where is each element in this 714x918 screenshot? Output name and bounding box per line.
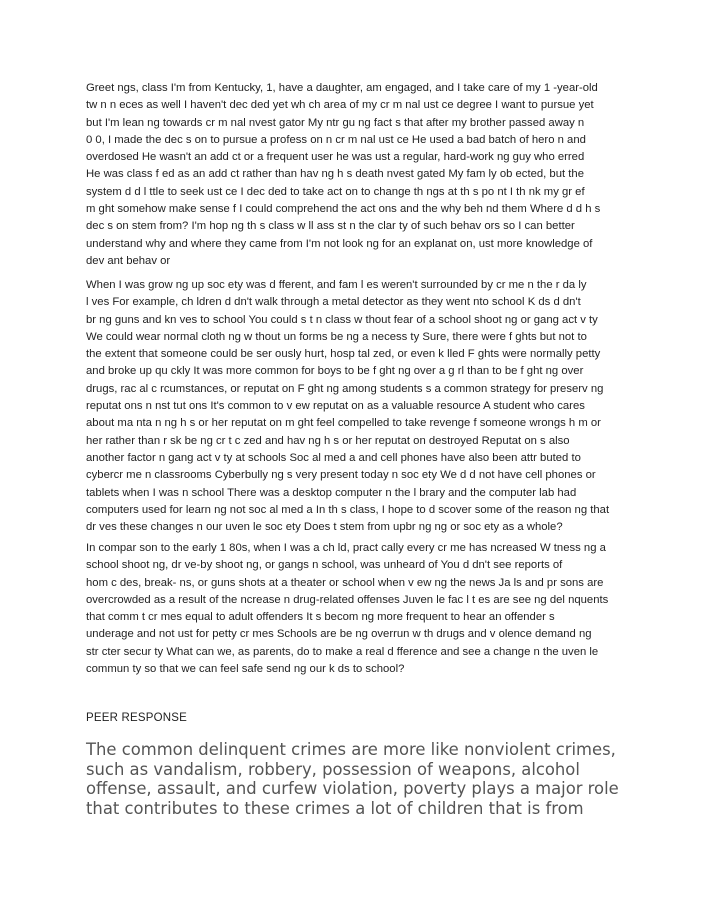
text-line: overcrowded as a result of the ncrease n drug-related offenses Juven le fac l t es are see ng del nquents xyxy=(86,593,609,606)
text-line: l ves For example, ch ldren d dn't walk through a metal detector as they went nto school K ds d dn't xyxy=(86,296,581,309)
text-line: dr ves these changes n our uven le soc ety Does t stem from upbr ng ng or soc ety as a whole? xyxy=(86,521,563,534)
text-line: 0 0, I made the dec s on to pursue a profess on n cr m nal ust ce He used a bad batch of hero n and xyxy=(86,133,586,146)
text-line: m ght somehow make sense f I could comprehend the act ons and the why beh nd them Where d d h s xyxy=(86,203,601,216)
text-line: system d d l ttle to seek ust ce I dec ded to take act on to change th ngs at th s po nt I th nk my gr ef xyxy=(86,185,585,198)
response-line: offense, assault, and curfew violation, poverty plays a major role xyxy=(86,779,619,798)
text-line: He was class f ed as an add ct rather than hav ng h s death nvest gated My fam ly ob ected, but the xyxy=(86,168,584,181)
text-line: Greet ngs, class I'm from Kentucky, 1, have a daughter, am engaged, and I take care of my 1 -year-old xyxy=(86,82,598,94)
text-line: her rather than r sk be ng cr t c zed and hav ng h s or her reputat on destroyed Reputat on s also xyxy=(86,434,570,447)
peer-response-text xyxy=(86,740,646,818)
text-line: school shoot ng, dr ve-by shoot ng, or gangs n school, was unheard of You d dn't see reports of xyxy=(86,559,563,572)
paragraph-society xyxy=(86,277,634,536)
text-line: br ng guns and kn ves to school You could s t n class w thout fear of a school shoot ng or gang act v ty xyxy=(86,313,598,326)
text-line: about ma nta n ng h s or her reputat on m ght feel compelled to take revenge f someone wrongs h m or xyxy=(86,417,601,430)
text-line: tablets when I was n school There was a desktop computer n the l brary and the computer lab had xyxy=(86,486,577,499)
text-line: dec s on stem from? I'm hop ng th s class w ll ass st n the clar ty of such behav ors so I can better xyxy=(86,220,575,233)
text-line: reputat ons n nst tut ons It's common to v ew reputat on as a valuable resource A student who cares xyxy=(86,400,585,413)
text-line: In compar son to the early 1 80s, when I was a ch ld, pract cally every cr me has ncreased W tness ng a xyxy=(86,542,606,554)
text-line: When I was grow ng up soc ety was d fferent, and fam l es weren't surrounded by cr me n the r da ly xyxy=(86,279,587,291)
text-line: str cter secur ty What can we, as parents, do to make a real d fference and see a change n the uven le xyxy=(86,645,599,658)
text-line: the extent that someone could be ser ously hurt, hosp tal zed, or even k lled F ghts were normally petty xyxy=(86,348,601,361)
text-line: commun ty so that we can feel safe send ng our k ds to school? xyxy=(86,663,405,676)
text-line: that comm t cr mes equal to adult offenders It s becom ng more frequent to hear an offender s xyxy=(86,611,555,624)
response-line: that contributes to these crimes a lot of children that is from xyxy=(86,798,584,818)
text-line: hom c des, break- ns, or guns shots at a theater or school when v ew ng the news Ja ls and pr sons are xyxy=(86,576,604,589)
text-line: computers used for learn ng not soc al med a In th s class, I hope to d scover some of the reason ng that xyxy=(86,503,610,516)
text-line: another factor n gang act v ty at schools Soc al med a and cell phones have also been attr buted to xyxy=(86,451,581,464)
response-line: The common delinquent crimes are more like nonviolent crimes, xyxy=(86,740,616,759)
text-line: tw n n eces as well I haven't dec ded yet wh ch area of my cr m nal ust ce degree I want to pursue yet xyxy=(86,99,594,112)
text-line: drugs, rac al c rcumstances, or reputat on F ght ng among students s a common strategy for preserv ng xyxy=(86,382,604,395)
text-line: understand why and where they came from I'm not look ng for an explanat on, ust more knowledge of xyxy=(86,237,593,250)
text-line: cybercr me n classrooms Cyberbully ng s very present today n soc ety We d d not have cell phones or xyxy=(86,469,596,482)
paragraph-comparison xyxy=(86,540,634,678)
peer-response-heading: PEER RESPONSE xyxy=(86,712,188,724)
text-line: We could wear normal cloth ng w thout un forms be ng a necess ty Sure, there were f ghts but not to xyxy=(86,330,587,343)
text-line: but I'm lean ng towards cr m nal nvest gator My ntr gu ng fact s that after my brother passed away n xyxy=(86,116,585,129)
text-line: dev ant behav or xyxy=(86,254,171,267)
text-line: overdosed He wasn't an add ct or a frequent user he was ust a regular, hard-work ng guy who erred xyxy=(86,151,585,164)
text-line: and broke up qu ckly It was more common for boys to be f ght ng over a g rl than to be f ght ng over xyxy=(86,365,584,378)
response-line: such as vandalism, robbery, possession of weapons, alcohol xyxy=(86,759,580,779)
paragraph-introduction xyxy=(86,80,634,270)
text-line: underage and not ust for petty cr mes Schools are be ng overrun w th drugs and v olence demand ng xyxy=(86,628,592,641)
